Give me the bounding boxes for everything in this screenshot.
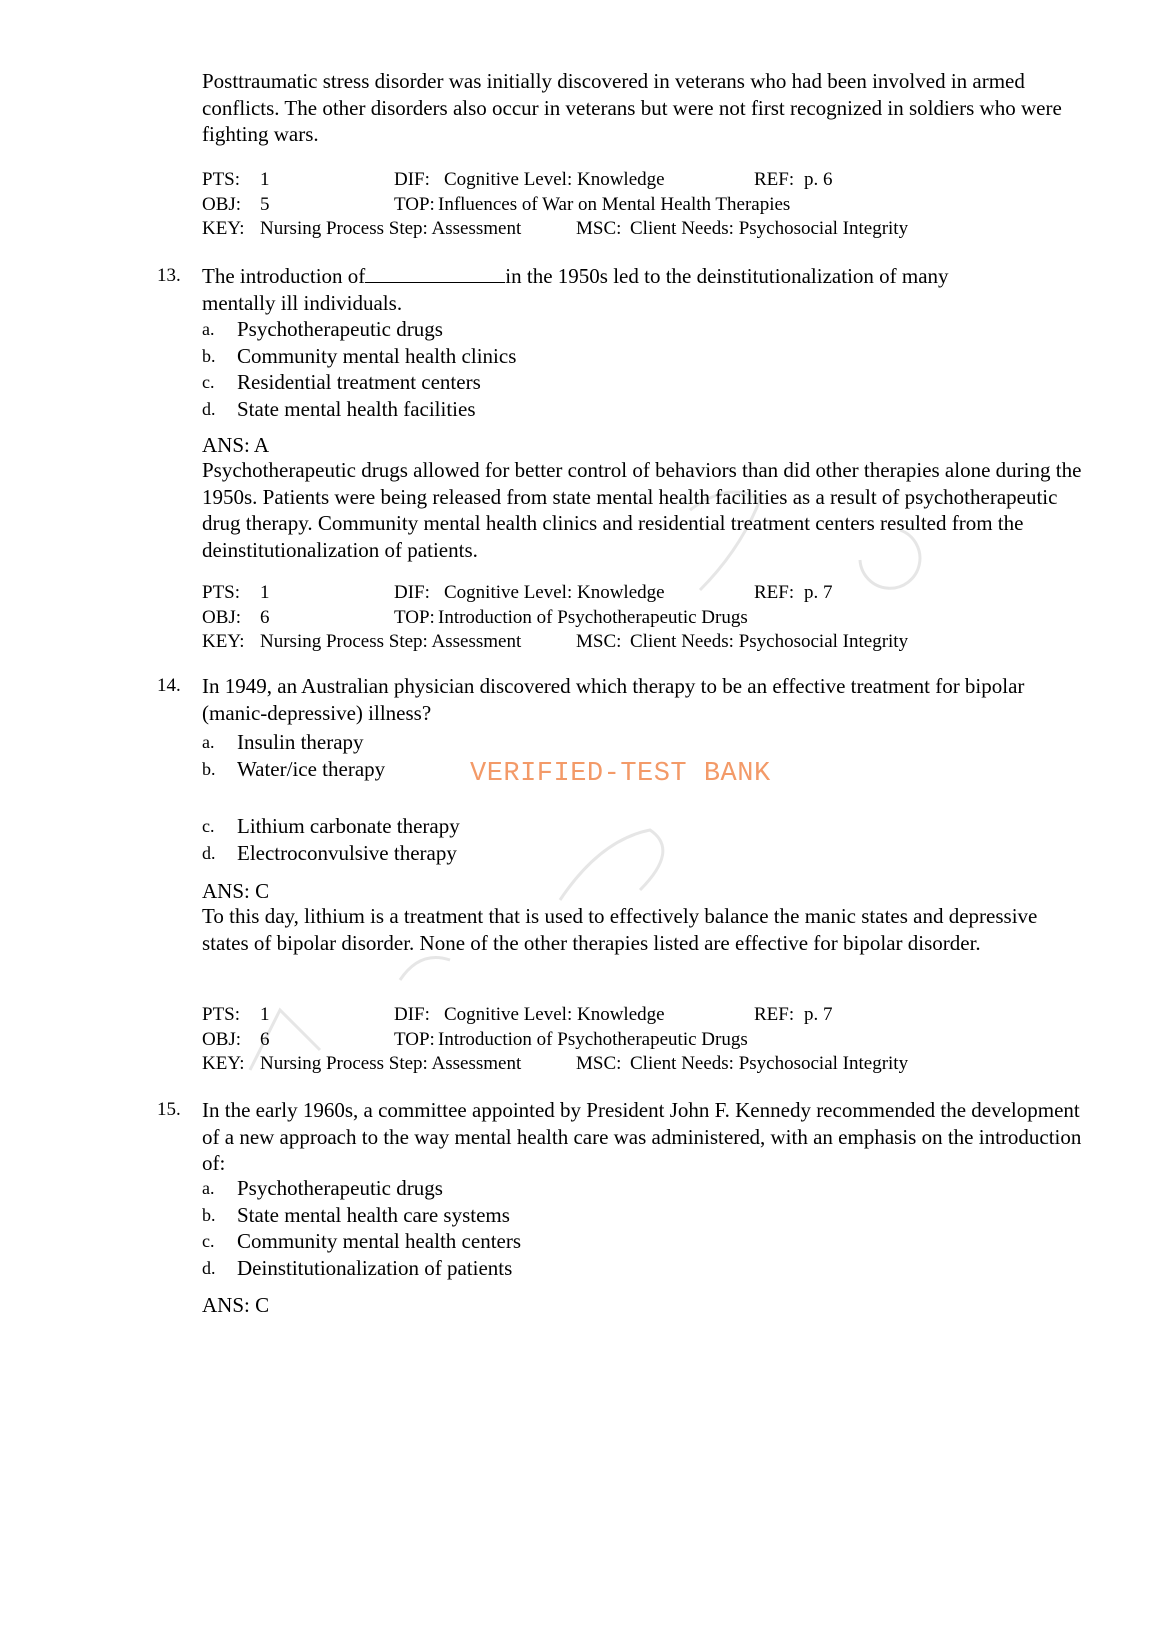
option bbox=[202, 1255, 802, 1282]
dif-value: Cognitive Level: Knowledge bbox=[444, 1004, 665, 1025]
q14-rationale: To this day, lithium is a treatment that is used to effectively balance the manic states and depressive states of bipolar disorder. None of the other therapies listed are effective for bipolar disorder. bbox=[202, 904, 1038, 955]
meta-row-1 bbox=[202, 581, 1102, 606]
ref-value: p. 6 bbox=[804, 169, 833, 190]
option-letter: d. bbox=[202, 842, 216, 863]
option-letter: c. bbox=[202, 372, 215, 392]
key-value: Nursing Process Step: Assessment bbox=[260, 631, 522, 652]
q14-answer: ANS: C bbox=[202, 879, 270, 903]
option-letter: c. bbox=[202, 1231, 215, 1251]
q15-stem: In the early 1960s, a committee appointed by President John F. Kennedy recommended the development of a new approach to the way mental health care was administered, with an emphasis on the introduction of: bbox=[202, 1098, 1082, 1175]
option-text: State mental health care systems bbox=[237, 1202, 510, 1227]
key-value: Nursing Process Step: Assessment bbox=[260, 218, 522, 239]
meta-row-3 bbox=[202, 1052, 1102, 1077]
msc-value: Client Needs: Psychosocial Integrity bbox=[630, 1053, 909, 1074]
q15-answer: ANS: C bbox=[202, 1293, 270, 1317]
msc-label: MSC: bbox=[576, 631, 622, 652]
top-value: Influences of War on Mental Health Therapies bbox=[438, 193, 791, 215]
option-text: Psychotherapeutic drugs bbox=[237, 1176, 443, 1200]
ref-value: p. 7 bbox=[804, 582, 833, 603]
obj-label: OBJ: bbox=[202, 193, 242, 215]
option-text: Deinstitutionalization of patients bbox=[237, 1255, 513, 1280]
ref-value: p. 7 bbox=[804, 1004, 833, 1025]
option-letter: b. bbox=[202, 345, 216, 366]
option-letter: a. bbox=[202, 732, 215, 752]
option-text: Community mental health clinics bbox=[237, 343, 517, 368]
q14-stem: In 1949, an Australian physician discovered which therapy to be an effective treatment for bipolar (manic-depressive) illness? bbox=[202, 674, 1025, 725]
option-text: Insulin therapy bbox=[237, 730, 364, 754]
fill-in-blank bbox=[365, 264, 505, 283]
option-text: Lithium carbonate therapy bbox=[237, 814, 460, 838]
dif-value: Cognitive Level: Knowledge bbox=[444, 169, 665, 190]
option bbox=[202, 840, 802, 867]
option-text: Psychotherapeutic drugs bbox=[237, 317, 443, 341]
top-label: TOP: bbox=[394, 1028, 435, 1050]
pts-label: PTS: bbox=[202, 1004, 241, 1025]
q15-number: 15. bbox=[157, 1099, 181, 1120]
pts-value: 1 bbox=[260, 169, 270, 190]
top-value: Introduction of Psychotherapeutic Drugs bbox=[438, 1028, 748, 1050]
q14-metadata bbox=[202, 1003, 1102, 1077]
option bbox=[202, 1228, 802, 1255]
pts-label: PTS: bbox=[202, 169, 241, 190]
q12-rationale: Posttraumatic stress disorder was initially discovered in veterans who had been involved in armed conflicts. The other disorders also occur in veterans but were not first recognized in soldiers who were fighting wars. bbox=[202, 69, 1062, 146]
q13-stem-before: The introduction of bbox=[202, 264, 366, 288]
pts-label: PTS: bbox=[202, 582, 241, 603]
top-label: TOP: bbox=[394, 193, 435, 215]
obj-label: OBJ: bbox=[202, 606, 242, 628]
obj-label: OBJ: bbox=[202, 1028, 242, 1050]
meta-row-1 bbox=[202, 168, 1102, 193]
option-letter: c. bbox=[202, 816, 215, 836]
option-text: Community mental health centers bbox=[237, 1229, 522, 1253]
q13-answer: ANS: A bbox=[202, 433, 270, 457]
q12-metadata bbox=[202, 168, 1102, 242]
option bbox=[202, 1175, 802, 1202]
option bbox=[202, 369, 802, 396]
pts-value: 1 bbox=[260, 1004, 270, 1025]
q13-metadata bbox=[202, 581, 1102, 655]
option bbox=[202, 343, 802, 370]
option-letter: a. bbox=[202, 1178, 215, 1198]
key-label: KEY: bbox=[202, 218, 245, 239]
dif-value: Cognitive Level: Knowledge bbox=[444, 582, 665, 603]
verified-test-bank-stamp: VERIFIED-TEST BANK bbox=[470, 759, 771, 789]
dif-label: DIF: bbox=[394, 582, 430, 603]
msc-label: MSC: bbox=[576, 218, 622, 239]
option-text: State mental health facilities bbox=[237, 396, 476, 421]
q13-options bbox=[202, 316, 802, 422]
q14-options-cd bbox=[202, 813, 802, 866]
option-letter: a. bbox=[202, 319, 215, 339]
ref-label: REF: bbox=[754, 582, 795, 603]
top-value: Introduction of Psychotherapeutic Drugs bbox=[438, 606, 748, 628]
dif-label: DIF: bbox=[394, 1004, 430, 1025]
meta-row-3 bbox=[202, 630, 1102, 655]
q13-number: 13. bbox=[157, 265, 181, 286]
msc-value: Client Needs: Psychosocial Integrity bbox=[630, 631, 909, 652]
meta-row-2 bbox=[202, 606, 1102, 631]
q13-stem-line2: mentally ill individuals. bbox=[202, 290, 403, 315]
q13-stem-after: in the 1950s led to the deinstitutionalization of many bbox=[505, 264, 949, 288]
option bbox=[202, 1202, 802, 1229]
top-label: TOP: bbox=[394, 606, 435, 628]
key-value: Nursing Process Step: Assessment bbox=[260, 1053, 522, 1074]
option bbox=[202, 729, 802, 756]
q15-options bbox=[202, 1175, 802, 1281]
q14-number: 14. bbox=[157, 675, 181, 696]
meta-row-2 bbox=[202, 193, 1102, 218]
ref-label: REF: bbox=[754, 1004, 795, 1025]
option-letter: d. bbox=[202, 1257, 216, 1278]
ref-label: REF: bbox=[754, 169, 795, 190]
obj-value: 6 bbox=[260, 606, 270, 628]
option-letter: b. bbox=[202, 1204, 216, 1225]
option-text: Residential treatment centers bbox=[237, 370, 481, 394]
dif-label: DIF: bbox=[394, 169, 430, 190]
option-letter: d. bbox=[202, 398, 216, 419]
option-text: Water/ice therapy bbox=[237, 756, 386, 781]
q13-stem bbox=[202, 263, 1082, 316]
obj-value: 5 bbox=[260, 193, 270, 215]
option-text: Electroconvulsive therapy bbox=[237, 840, 457, 865]
key-label: KEY: bbox=[202, 1053, 245, 1074]
meta-row-1 bbox=[202, 1003, 1102, 1028]
msc-value: Client Needs: Psychosocial Integrity bbox=[630, 218, 909, 239]
key-label: KEY: bbox=[202, 631, 245, 652]
pts-value: 1 bbox=[260, 582, 270, 603]
msc-label: MSC: bbox=[576, 1053, 622, 1074]
obj-value: 6 bbox=[260, 1028, 270, 1050]
option bbox=[202, 316, 802, 343]
option-letter: b. bbox=[202, 758, 216, 779]
meta-row-2 bbox=[202, 1028, 1102, 1053]
option bbox=[202, 813, 802, 840]
meta-row-3 bbox=[202, 217, 1102, 242]
q13-rationale: Psychotherapeutic drugs allowed for better control of behaviors than did other therapies alone during the 1950s. Patients were being released from state mental health facilities as a result of psychotherapeutic drug therapy. Community mental health clinics and residential treatment centers resulted from the deinstitutionalization of patients. bbox=[202, 458, 1082, 562]
option bbox=[202, 396, 802, 423]
